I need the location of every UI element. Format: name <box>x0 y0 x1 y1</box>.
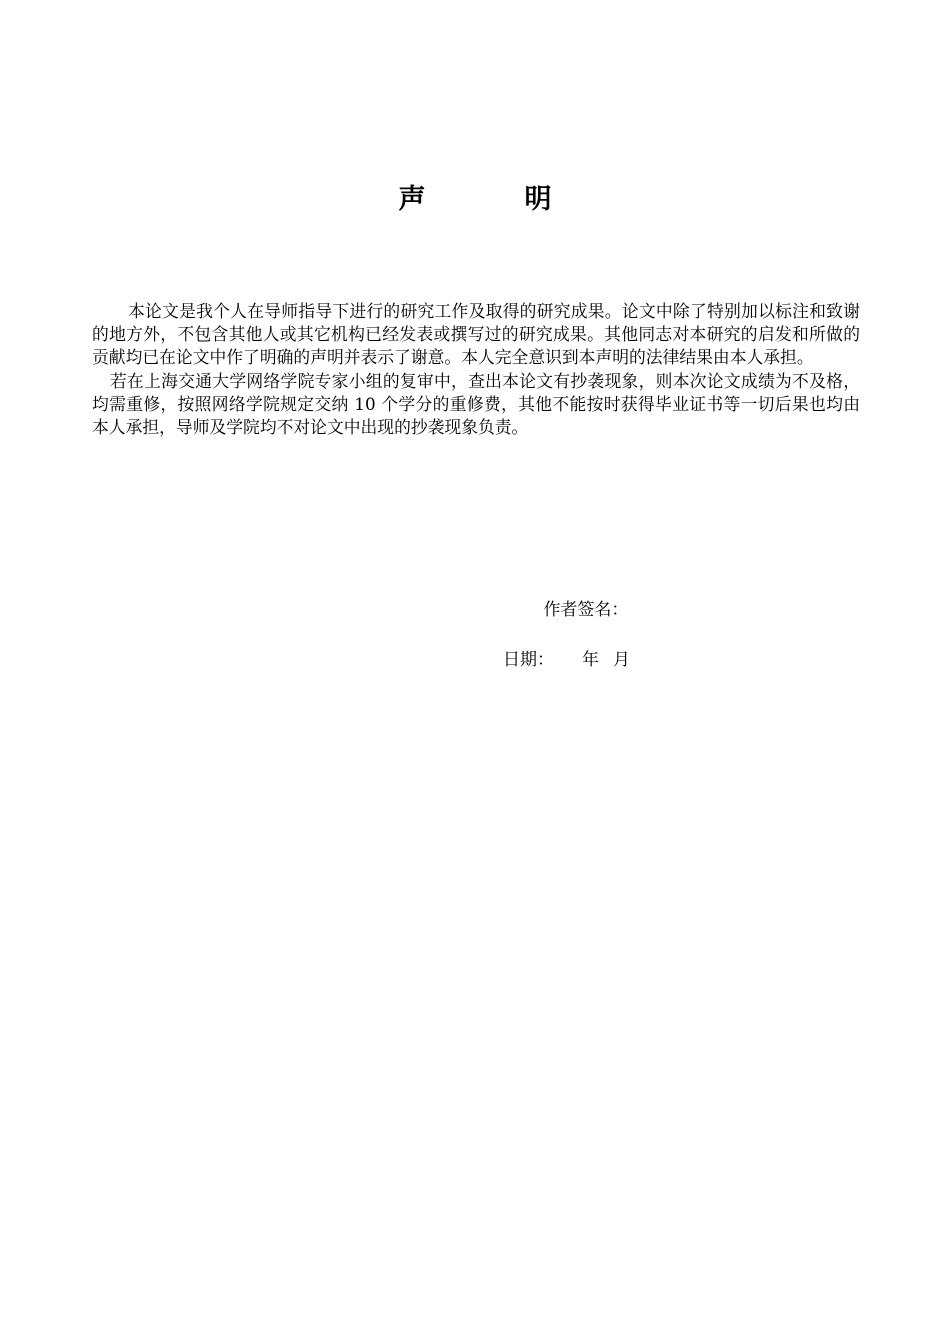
month-label: 月 <box>613 650 630 670</box>
author-signature-label: 作者签名： <box>543 600 629 620</box>
date-label: 日期： <box>503 650 554 670</box>
signature-block <box>503 573 630 673</box>
year-label: 年 <box>582 650 599 670</box>
declaration-body <box>92 300 860 439</box>
declaration-paragraph-plagiarism: 若在上海交通大学网络学院专家小组的复审中，查出本论文有抄袭现象，则本次论文成绩为不及格，均需重修，按照网络学院规定交纳 10 个学分的重修费，其他不能按时获得毕业证书等一切后果也均由本人承担，导师及学院均不对论文中出现的抄袭现象负责。 <box>92 370 860 438</box>
page-title: 声 明 <box>398 184 588 215</box>
date-line <box>503 648 630 673</box>
author-signature-line <box>503 573 630 648</box>
declaration-paragraph-originality: 本论文是我个人在导师指导下进行的研究工作及取得的研究成果。论文中除了特别加以标注和致谢的地方外，不包含其他人或其它机构已经发表或撰写过的研究成果。其他同志对本研究的启发和所做的贡献均已在论文中作了明确的声明并表示了谢意。本人完全意识到本声明的法律结果由本人承担。 <box>92 301 860 368</box>
